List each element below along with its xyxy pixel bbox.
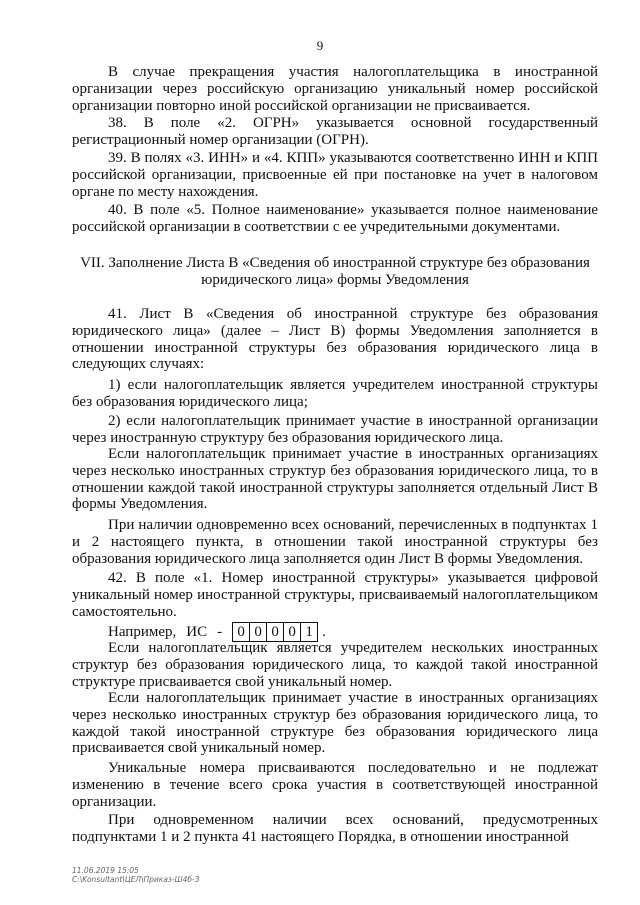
paragraph-41-item-2: 2) если налогоплательщик принимает участие в иностранной организации через иностранную структуру без образования юридического лица.: [72, 413, 598, 446]
paragraph-42-participation: Если налогоплательщик принимает участие в иностранных организациях через несколько иностранных структур без образования юридического лица, то каждой такой иностранной структуре без образования юридического лица присваивается свой уникальный номер.: [72, 690, 598, 757]
example-number: [108, 622, 326, 642]
paragraph-40: 40. В поле «5. Полное наименование» указывается полное наименование российской организации в соответствии с ее учредительными документами.: [72, 202, 598, 235]
paragraph-42: 42. В поле «1. Номер иностранной структуры» указывается цифровой уникальный номер иностранной структуры, присваиваемый налогоплательщиком самостоятельно.: [72, 570, 598, 620]
digit-box: 0: [283, 622, 301, 642]
footer-filepath: C:\Konsultant\ЦЕЛ\Приказ-Ш4б-3: [72, 875, 200, 884]
example-dash: -: [217, 623, 223, 640]
paragraph-41: 41. Лист В «Сведения об иностранной структуре без образования юридического лица» (далее – Лист В) формы Уведомления заполняется в отношении иностранной структуры без образования юридического лица в следующих случаях:: [72, 306, 598, 373]
digit-box: 0: [266, 622, 284, 642]
digit-box: 0: [232, 622, 250, 642]
paragraph-38: 38. В поле «2. ОГРН» указывается основной государственный регистрационный номер организации (ОГРН).: [72, 115, 598, 148]
paragraph-41-item-1: 1) если налогоплательщик является учредителем иностранной структуры без образования юридического лица;: [72, 377, 598, 410]
example-label: Например,: [108, 623, 177, 640]
example-prefix: ИС: [186, 623, 208, 640]
digit-box: 1: [300, 622, 318, 642]
digit-box: 0: [249, 622, 267, 642]
paragraph-42-founder: Если налогоплательщик является учредителем нескольких иностранных структур без образования юридического лица, то каждой такой иностранной структуре присваивается свой уникальный номер.: [72, 640, 598, 690]
example-end: .: [322, 623, 326, 640]
footer-timestamp: 11.06.2019 15:05: [72, 866, 139, 875]
paragraph-39: 39. В полях «3. ИНН» и «4. КПП» указываются соответственно ИНН и КПП российской организации, присвоенные ей при постановке на учет в налоговом органе по месту нахождения.: [72, 150, 598, 200]
page-number: 9: [316, 38, 324, 53]
section-heading: VII. Заполнение Листа В «Сведения об иностранной структуре без образования юридического лица» формы Уведомления: [80, 255, 590, 288]
example-digit-boxes: [232, 622, 317, 642]
paragraph-continuation: В случае прекращения участия налогоплательщика в иностранной организации через российскую организацию уникальный номер российской организации повторно иной российской организации не присваивается.: [72, 64, 598, 114]
paragraph-41-multiple: Если налогоплательщик принимает участие в иностранных организациях через несколько иностранных структур без образования юридического лица, то в отношении каждой такой иностранной структуры заполняется отдельный Лист В формы Уведомления.: [72, 446, 598, 513]
paragraph-42-simultaneous: При одновременном наличии всех оснований, предусмотренных подпунктами 1 и 2 пункта 41 настоящего Порядка, в отношении иностранной: [72, 812, 598, 845]
paragraph-42-sequential: Уникальные номера присваиваются последовательно и не подлежат изменению в течение всего срока участия в соответствующей иностранной организации.: [72, 760, 598, 810]
document-footer: [72, 866, 200, 884]
paragraph-41-both: При наличии одновременно всех оснований, перечисленных в подпунктах 1 и 2 настоящего пункта, в отношении такой иностранной структуры без образования юридического лица заполняется один Лист В формы Уведомления.: [72, 517, 598, 567]
